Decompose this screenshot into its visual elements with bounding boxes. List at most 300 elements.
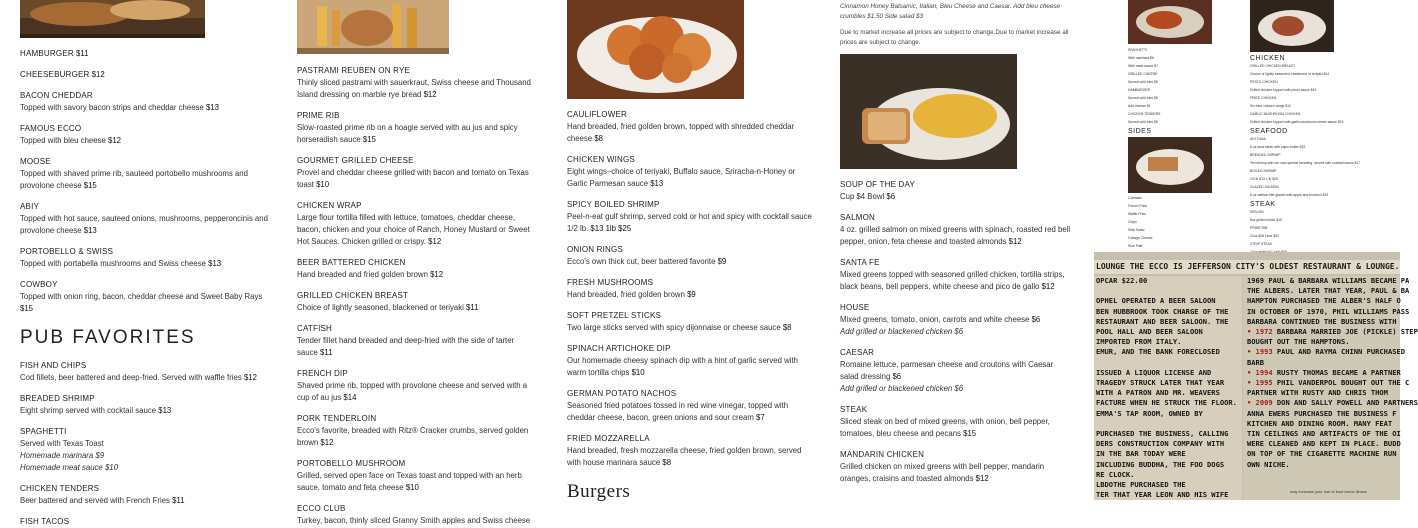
menu-item-name: CHEESEBURGER [20, 70, 90, 79]
menu-item-name: SPAGHETTI [20, 427, 67, 436]
menu-item [20, 48, 275, 60]
menu-item-name: CHICKEN WINGS [567, 155, 635, 164]
history-line-right [1247, 449, 1400, 459]
sides-title: SIDES [1128, 128, 1152, 135]
menu-item-name: SOFT PRETZEL STICKS [567, 311, 662, 320]
pub-favorites-title: PUB FAVORITES [20, 327, 196, 348]
kids-menu-line: With meat sauce $7 [1128, 64, 1158, 68]
menu-item-name: SANTA FE [840, 258, 880, 267]
bullet-icon: • [1247, 378, 1256, 388]
menu-item [20, 279, 275, 315]
menu-item [297, 155, 532, 191]
history-line-left: EMMA'S TAP ROOM, OWNED BY [1096, 408, 1203, 418]
menu-item [297, 323, 532, 359]
menu-item-description: Our homemade cheesy spinach dip with a hint of garlic served with warm tortilla chips [567, 356, 798, 377]
history-text: OWN NICHE. [1247, 459, 1290, 469]
menu-item-price: $11 [466, 303, 479, 312]
menu-item [20, 90, 275, 114]
side-line: Cottage Cheese [1128, 236, 1153, 240]
history-text: TIN CEILINGS AND ARTIFACTS OF THE OI [1247, 429, 1401, 439]
menu-item [567, 343, 817, 379]
menu-item-description: Hand breaded, fried golden brown, topped with shredded cheddar cheese [567, 122, 795, 143]
menu-item-name: PRIME RIB [297, 111, 340, 120]
menu-item [567, 199, 817, 235]
history-line-left: RESTAURANT AND BEER SALOON. THE [1096, 316, 1229, 326]
menu-item-description: Thinly sliced pastrami with sauerkraut, Swiss cheese and Thousand Island dressing on marble rye bread [297, 78, 531, 99]
pub-list [20, 360, 275, 528]
menu-item-description: Topped with bleu cheese [20, 136, 106, 145]
history-year: 2009 [1255, 398, 1273, 408]
history-line-left: FACTURE WHEN HE STRUCK THE FLOOR. [1096, 398, 1237, 408]
menu-item-description: Topped with savory bacon strips and cheddar cheese [20, 103, 204, 112]
menu-item-description: Romaine lettuce, parmesan cheese and croutons with Caesar salad dressing [840, 360, 1054, 381]
seafood-line: GLAZED SALMON [1250, 185, 1279, 189]
menu-item [297, 110, 532, 146]
seafood-line: AHI TUNA [1250, 137, 1266, 141]
bullet-icon: • [1247, 327, 1256, 337]
chicken-line: Choice of lightly seasoned, blackened or teriyaki $14 [1250, 72, 1330, 76]
menu-item-description: Seasoned fried potatoes tossed in red wine vinegar, topped with cheddar cheese, bacon, green onions and sour cream [567, 401, 789, 422]
history-board-left-panel [1094, 276, 1242, 500]
market-note: Due to market increase all prices are subject to change.Due to market increase all prices are subject to change. [840, 29, 1069, 46]
seafood-list [1246, 137, 1400, 198]
menu-item-name: FRENCH DIP [297, 369, 348, 378]
menu-item-name: CAULIFLOWER [567, 110, 627, 119]
history-line-left: RE CLOCK. [1096, 469, 1135, 479]
kids-menu-line: CHICKEN TENDERS [1128, 112, 1161, 116]
menu-item [840, 212, 1072, 248]
sides-photo [1128, 137, 1212, 193]
menu-item-name: GRILLED CHICKEN BREAST [297, 291, 409, 300]
sandwich-photo [297, 0, 449, 54]
menu-item-name: PORTOBELLO & SWISS [20, 247, 114, 256]
history-line-left: DERS CONSTRUCTION COMPANY WITH [1096, 439, 1225, 449]
kids-menu-line: SPAGHETTI [1128, 48, 1147, 52]
history-line-right [1247, 409, 1400, 419]
chicken-line: FRIED CHICKEN [1250, 96, 1277, 100]
chicken-line: PESTO CHICKEN [1250, 80, 1278, 84]
menu-item [567, 388, 817, 424]
history-line-left: OPCAR $22.00 [1096, 276, 1148, 285]
history-year: 1993 [1255, 347, 1273, 357]
seafood-title: SEAFOOD [1250, 128, 1288, 135]
history-line-left [1096, 286, 1242, 296]
history-text: BARBARA MARRIED JOE (PICKLE) STEP [1272, 327, 1418, 337]
menu-item-price: $15 [963, 429, 977, 438]
menu-item [840, 257, 1072, 293]
menu-item-name: GERMAN POTATO NACHOS [567, 389, 677, 398]
menu-item-name: ONION RINGS [567, 245, 623, 254]
menu-item-description: Eight wings–choice of teriyaki, Buffalo sauce, Sriracha-n-Honey or Garlic Parmesan sauce [567, 167, 796, 188]
menu-item-price: $13 [208, 259, 222, 268]
menu-item [567, 154, 817, 190]
menu-item-price: $11 [319, 348, 333, 357]
menu-item-price: $14 [343, 393, 357, 402]
steak-line: SIRLOIN [1250, 210, 1264, 214]
menu-item-price: $12 [91, 70, 105, 79]
menu-item-price: $12 [243, 373, 257, 382]
seafood-line: Ten shrimp with our own special breading, served with cocktail sauce $17 [1250, 161, 1361, 165]
burger-photo [20, 0, 205, 38]
menu-item-price: $6 [892, 372, 902, 381]
history-line-left: PURCHASED THE BUSINESS, CALLING [1096, 429, 1229, 438]
menu-item-price: $12 [975, 474, 989, 483]
menu-item-price: $9 [687, 290, 696, 299]
history-text: RUSTY THOMAS BECAME A PARTNER [1272, 367, 1401, 377]
menu-item-description: 4 oz. grilled salmon on mixed greens with spinach, roasted red bell pepper, onion, feta cheese and toasted almonds [840, 225, 1071, 246]
menu-item-name: BEER BATTERED CHICKEN [297, 258, 406, 267]
history-year: 1972 [1255, 327, 1273, 337]
menu-item-description: Grilled, served open face on Texas toast and topped with an herb sauce, tomato and feta cheese [297, 471, 522, 492]
menu-item-price: $8 [782, 323, 792, 332]
history-line-left: TRAGEDY STRUCK LATER THAT YEAR [1096, 378, 1225, 387]
menu-item-price: $12 [320, 438, 334, 447]
menu-item-price: $13 [650, 179, 664, 188]
history-text: DON AND SALLY POWELL AND PARTNERS [1272, 398, 1418, 408]
history-line-right [1247, 378, 1410, 388]
history-text: ON TOP OF THE CIGARETTE MACHINE RUN [1247, 449, 1397, 459]
menu-item-price: $12 [428, 237, 442, 246]
history-line-right [1247, 419, 1400, 429]
kids-menu-line: Served with fries $6 [1128, 120, 1158, 124]
chicken-line: Grilled chicken topped with pesto sauce $15 [1250, 88, 1317, 92]
menu-item-price: $10 [405, 483, 419, 492]
side-line: Chips [1128, 220, 1137, 224]
menu-item-price: $13 [158, 406, 172, 415]
menu-item [567, 277, 817, 301]
history-text: IN OCTOBER OF 1970, PHIL WILLIAMS PASS [1247, 306, 1410, 316]
side-line: Waffle Fries [1128, 212, 1146, 216]
menu-item-name: ABIY [20, 202, 40, 211]
side-line: Rice Pilaf [1128, 244, 1143, 248]
menu-item-name: GOURMET GRILLED CHEESE [297, 156, 414, 165]
menu-item-name: FRIED MOZZARELLA [567, 434, 650, 443]
menu-item-description: Topped with onion ring, bacon, cheddar cheese and Sweet Baby Rays [20, 292, 263, 301]
food-illness-note: may increase your risk of food borne illness [1290, 489, 1367, 494]
menu-item-name: BACON CHEDDAR [20, 91, 93, 100]
menu-item-price: $8 [662, 458, 672, 467]
menu-item-description: Eight shrimp served with cocktail sauce [20, 406, 157, 415]
sandwich-list [297, 65, 532, 527]
history-board-heading: LOUNGE THE ECCO IS JEFFERSON CITY'S OLDEST RESTAURANT & LOUNGE. [1094, 260, 1400, 274]
menu-item-name: FISH AND CHIPS [20, 361, 87, 370]
menu-item-description: Ecco's favorite, breaded with Ritz® Cracker crumbs, served golden brown [297, 426, 529, 447]
soup-photo [840, 54, 1017, 169]
history-year: 1995 [1255, 378, 1273, 388]
appetizer-list [567, 109, 817, 469]
sides-list [1120, 196, 1235, 257]
menu-item-name: CHICKEN TENDERS [20, 484, 100, 493]
menu-item-description: Two large sticks served with spicy dijonnaise or cheese sauce [567, 323, 781, 332]
menu-item-description: Topped with hot sauce, sauteed onions, mushrooms, pepperoncinis and provolone cheese [20, 214, 268, 235]
menu-item-price: $13 [83, 226, 97, 235]
menu-item-price: $12 [430, 270, 444, 279]
history-line-right [1247, 347, 1406, 357]
menu-item-note: Add grilled or blackened chicken $6 [840, 384, 964, 393]
menu-item-price: $8 [594, 134, 604, 143]
menu-item [840, 404, 1072, 440]
menu-item [20, 123, 275, 147]
kids-menu-line: Served with fries $6 [1128, 80, 1158, 84]
menu-item-name: HOUSE [840, 303, 870, 312]
history-line-left [1096, 358, 1242, 368]
menu-item [297, 290, 532, 314]
menu-item [840, 449, 1072, 485]
steak-line: 8oz grilled sirloin $19 [1250, 218, 1282, 222]
chicken-line: GRILLED CHICKEN BREAST [1250, 64, 1296, 68]
side-line: Side Salad [1128, 228, 1145, 232]
menu-item-description: Topped with shaved prime rib, sauteed portobello mushrooms and provolone cheese [20, 169, 248, 190]
menu-item-description: Large flour tortilla filled with lettuce, tomatoes, cheddar cheese, bacon, chicken and your choice of Ranch, Honey Mustard or Sweet Hot Sauces. Chicken grilled or crispy. [297, 213, 530, 246]
menu-item [20, 69, 275, 81]
menu-item-price: $12 [423, 90, 437, 99]
history-text: BARB [1247, 357, 1265, 367]
spaghetti-note: Homemade marinara $9 [20, 451, 105, 460]
menu-item-description: Peel-n-eat gulf shrimp, served cold or hot and spicy with cocktail sauce 1/2 lb. [567, 212, 812, 233]
menu-item-price: $10 [631, 368, 645, 377]
menu-item-description: Hand breaded and fried golden brown [297, 270, 428, 279]
history-line-left: WITH A PATRON AND MR. WEAVERS [1096, 388, 1220, 398]
menu-item-name: ECCO CLUB [297, 504, 346, 513]
menu-item-name: PORK TENDERLOIN [297, 414, 377, 423]
history-line-left: ISSUED A LIQUOR LICENSE AND [1096, 367, 1212, 377]
steak-line: PRIME RIB [1250, 226, 1268, 230]
menu-item-name: FAMOUS ECCO [20, 124, 82, 133]
chicken-list [1246, 64, 1400, 125]
menu-item [20, 360, 275, 384]
menu-item [297, 200, 532, 248]
menu-item-description: Served with Texas Toast [20, 439, 104, 448]
menu-item-price: $15 [83, 181, 97, 190]
menu-item-price: $15 [362, 135, 376, 144]
seafood-line: BREADED SHRIMP [1250, 153, 1281, 157]
menu-item-description: Provel and cheddar cheese grilled with bacon and tomato on Texas toast [297, 168, 529, 189]
history-text: PAUL AND RAYMA CHINN PURCHASED [1272, 347, 1406, 357]
menu-item-description: Ecco's own thick cut, beer battered favorite [567, 257, 716, 266]
history-line-left: IN THE BAR TODAY WERE [1096, 449, 1186, 459]
menu-item-price: $10 [316, 180, 330, 189]
history-line-right [1247, 398, 1418, 408]
history-text: BOUGHT OUT THE HAMPTONS. [1247, 337, 1350, 347]
dressing-note: Cinnamon Honey Balsamic, Italian, Bleu Cheese and Caesar. Add bleu cheese crumbles $1.50 Side salad $3 [840, 3, 1061, 20]
menu-item-price: $11 [172, 496, 185, 505]
kids-menu-line: GRILLED CHEESE [1128, 72, 1158, 76]
kids-menu-line: Add cheese $1 [1128, 104, 1151, 108]
history-line-left: IMPORTED FROM ITALY. [1096, 337, 1182, 347]
history-line-right [1247, 388, 1400, 398]
menu-item-name: PORTOBELLO MUSHROOM [297, 459, 406, 468]
history-line-left: OPHEL OPERATED A BEER SALOON [1096, 296, 1216, 306]
chicken-title: CHICKEN [1250, 55, 1286, 62]
column-appetizers [567, 0, 817, 500]
seafood-line: 1/2 lb $13 1 lb $25 [1250, 177, 1278, 181]
menu-item [20, 426, 275, 474]
menu-item-price: $6 [1031, 315, 1041, 324]
menu-item [297, 503, 532, 527]
seafood-line: 8 oz salmon filet glazed with apple and bourbon $19 [1250, 193, 1329, 197]
menu-item-description: Sliced steak on bed of mixed greens, with onion, bell pepper, tomatoes, bleu cheese and pecans [840, 417, 1050, 438]
menu-item-name: HAMBURGER [20, 49, 74, 58]
history-line-right [1247, 317, 1400, 327]
menu-item-price: $12 [1041, 282, 1055, 291]
menu-item-name: FISH TACOS [20, 517, 70, 526]
chicken-line: GARLIC MUSHROOM CHICKEN [1250, 112, 1301, 116]
menu-item [840, 302, 1072, 338]
menu-item-description: Topped with portabella mushrooms and Swiss cheese [20, 259, 206, 268]
history-line-right [1247, 337, 1400, 347]
history-line-right [1247, 296, 1400, 306]
history-line-left: TER THAT YEAR LEON AND HIS WIFE [1096, 490, 1229, 500]
kids-menu-list [1120, 48, 1235, 125]
menu-item [20, 201, 275, 237]
steak-list [1246, 210, 1400, 255]
history-line-right [1247, 460, 1400, 470]
kids-menu-line: With marinara $6 [1128, 56, 1154, 60]
menu-item-description: Grilled chicken on mixed greens with bell pepper, mandarin oranges, craisins and toasted almonds [840, 462, 1045, 483]
menu-item [567, 244, 817, 268]
history-line-right [1247, 368, 1400, 378]
history-line-left [1096, 419, 1242, 429]
chicken-line: Six fried chicken wings $12 [1250, 104, 1291, 108]
menu-item-price: $13 [205, 103, 219, 112]
menu-item-description: Hand breaded, fresh mozzarella cheese, fried golden brown, served with house marinara sauce [567, 446, 802, 467]
side-line: Coleslaw [1128, 196, 1142, 200]
history-line-right [1247, 327, 1418, 337]
history-text: WERE CLEANED AND KEPT IN PLACE. BUDD [1247, 439, 1401, 449]
burger-list [20, 48, 275, 315]
entree-photo [1250, 0, 1334, 52]
side-line: French Fries [1128, 204, 1148, 208]
history-text: ANNA EWERS PURCHASED THE BUSINESS F [1247, 408, 1397, 418]
steak-line: 12oz $28 16oz $32 [1250, 234, 1279, 238]
menu-item [20, 246, 275, 270]
chicken-line: Grilled chicken topped with garlic mushroom cream sauce $15 [1250, 120, 1344, 124]
menu-item [297, 65, 532, 101]
menu-item-name: CAESAR [840, 348, 875, 357]
history-line-right [1247, 358, 1400, 368]
menu-item-name: FRESH MUSHROOMS [567, 278, 654, 287]
kids-menu-photo [1128, 0, 1212, 44]
menu-item [567, 433, 817, 469]
menu-item-price: $6 [886, 192, 896, 201]
spaghetti-note: Homemade meat sauce $10 [20, 463, 118, 472]
menu-item-price: $12 [1008, 237, 1022, 246]
menu-item [20, 156, 275, 192]
menu-item-name: SPICY BOILED SHRIMP [567, 200, 660, 209]
history-text: 1969 PAUL & BARBARA WILLIAMS BECAME PA [1247, 276, 1410, 285]
menu-item [840, 347, 1072, 395]
history-line-right [1247, 276, 1410, 286]
menu-item-description: Shaved prime rib, topped with provolone cheese and served with a cup of au jus [297, 381, 528, 402]
menu-item-name: MOOSE [20, 157, 51, 166]
history-year: 1994 [1255, 367, 1273, 377]
menu-item [20, 516, 275, 528]
menu-item-description: Hand breaded, fried golden brown [567, 290, 685, 299]
menu-item-name: STEAK [840, 405, 868, 414]
kids-menu-line: HAMBURGER [1128, 88, 1151, 92]
menu-item-description: Beer battered and served with French Fries [20, 496, 170, 505]
bullet-icon: • [1247, 398, 1256, 408]
burgers-title: Burgers [567, 481, 631, 502]
menu-item-note: Add grilled or blackened chicken $6 [840, 327, 964, 336]
menu-item [567, 310, 817, 334]
column-sandwiches [297, 0, 532, 525]
bullet-icon: • [1247, 367, 1256, 377]
appetizer-photo [567, 0, 744, 99]
menu-item-description: Cup $4 Bowl [840, 192, 885, 201]
menu-item-price: $13 1lb $25 [590, 224, 632, 233]
column-burgers-pub [20, 0, 275, 526]
menu-item-price: $11 [75, 49, 89, 58]
seafood-line: BOILED SHRIMP [1250, 169, 1277, 173]
menu-item-price: $7 [756, 413, 765, 422]
history-line-left: LBDOTHE PURCHASED THE [1096, 480, 1186, 490]
menu-item-description: Mixed greens, tomato, onion, carrots and white cheese [840, 315, 1030, 324]
menu-item-name: CATFISH [297, 324, 333, 333]
salad-list [840, 179, 1072, 485]
history-text: PARTNER WITH RUSTY AND CHRIS THOM [1247, 388, 1388, 398]
menu-item-description: Turkey, bacon, thinly sliced Granny Smith apples and Swiss cheese [297, 516, 531, 525]
menu-item-name: BREADED SHRIMP [20, 394, 95, 403]
menu-item [567, 109, 817, 145]
menu-item-name: SALMON [840, 213, 875, 222]
menu-item [297, 458, 532, 494]
menu-item-price: $9 [717, 257, 727, 266]
menu-item [297, 368, 532, 404]
steak-title: STEAK [1250, 201, 1276, 208]
history-line-left: EMUR, AND THE BANK FORECLOSED [1096, 347, 1220, 357]
steak-line: STRIP STEAK [1250, 242, 1272, 246]
history-line-right [1247, 439, 1400, 449]
menu-item-description: Slow-roasted prime rib on a hoagie served with au jus and spicy horseradish sauce [297, 123, 518, 144]
menu-item-name: SOUP OF THE DAY [840, 180, 916, 189]
history-text: THE ALBERS. LATER THAT YEAR, PAUL & BA [1247, 286, 1410, 296]
menu-item-description: Mixed greens topped with seasoned grilled chicken, tortilla strips, black beans, bell peppers, white cheese and pico de gallo [840, 270, 1065, 291]
menu-item-name: PASTRAMI REUBEN ON RYE [297, 66, 411, 75]
column-soups-salads [840, 0, 1072, 500]
kids-menu-line: Served with fries $6 [1128, 96, 1158, 100]
kids-menu-thumbnail [1120, 0, 1235, 252]
history-line-left: BEN HUBBROOK TOOK CHARGE OF THE [1096, 306, 1229, 316]
history-board-photo [1094, 252, 1418, 500]
menu-item-name: SPINACH ARTICHOKE DIP [567, 344, 671, 353]
history-text: BARBARA CONTINUED THE BUSINESS WITH [1247, 316, 1397, 326]
history-text: KITCHEN AND DINING ROOM. MANY FEAT [1247, 418, 1393, 428]
bullet-icon: • [1247, 347, 1256, 357]
history-line-right [1247, 286, 1410, 296]
history-line-left: INCLUDING BUDDHA, THE FOO DOGS [1096, 459, 1225, 469]
history-line-right [1247, 429, 1400, 439]
seafood-line: 8 oz tuna steak with cajun butter $19 [1250, 145, 1306, 149]
menu-item-description: Tender fillet hand breaded and deep-fried with the side of tarter sauce [297, 336, 515, 357]
history-text: PHIL VANDERPOL BOUGHT OUT THE C [1272, 378, 1410, 388]
menu-item [20, 393, 275, 417]
menu-item-name: CHICKEN WRAP [297, 201, 362, 210]
menu-item [297, 257, 532, 281]
menu-item-price: $15 [20, 304, 34, 313]
history-line-right [1247, 306, 1410, 317]
menu-item [840, 179, 1072, 203]
menu-item [297, 413, 532, 449]
menu-item-description: Choice of lightly seasoned, blackened or teriyaki [297, 303, 464, 312]
menu-item-price: $12 [108, 136, 122, 145]
menu-item [20, 483, 275, 507]
menu-item-name: MANDARIN CHICKEN [840, 450, 925, 459]
history-text: HAMPTON PURCHASED THE ALBER'S HALF O [1247, 296, 1401, 306]
entrees-thumbnail [1246, 0, 1400, 252]
menu-item-description: Cod fillets, beer battered and deep-fried. Served with waffle fries [20, 373, 242, 382]
history-line-left: POOL HALL AND BEER SALOON [1096, 327, 1203, 336]
